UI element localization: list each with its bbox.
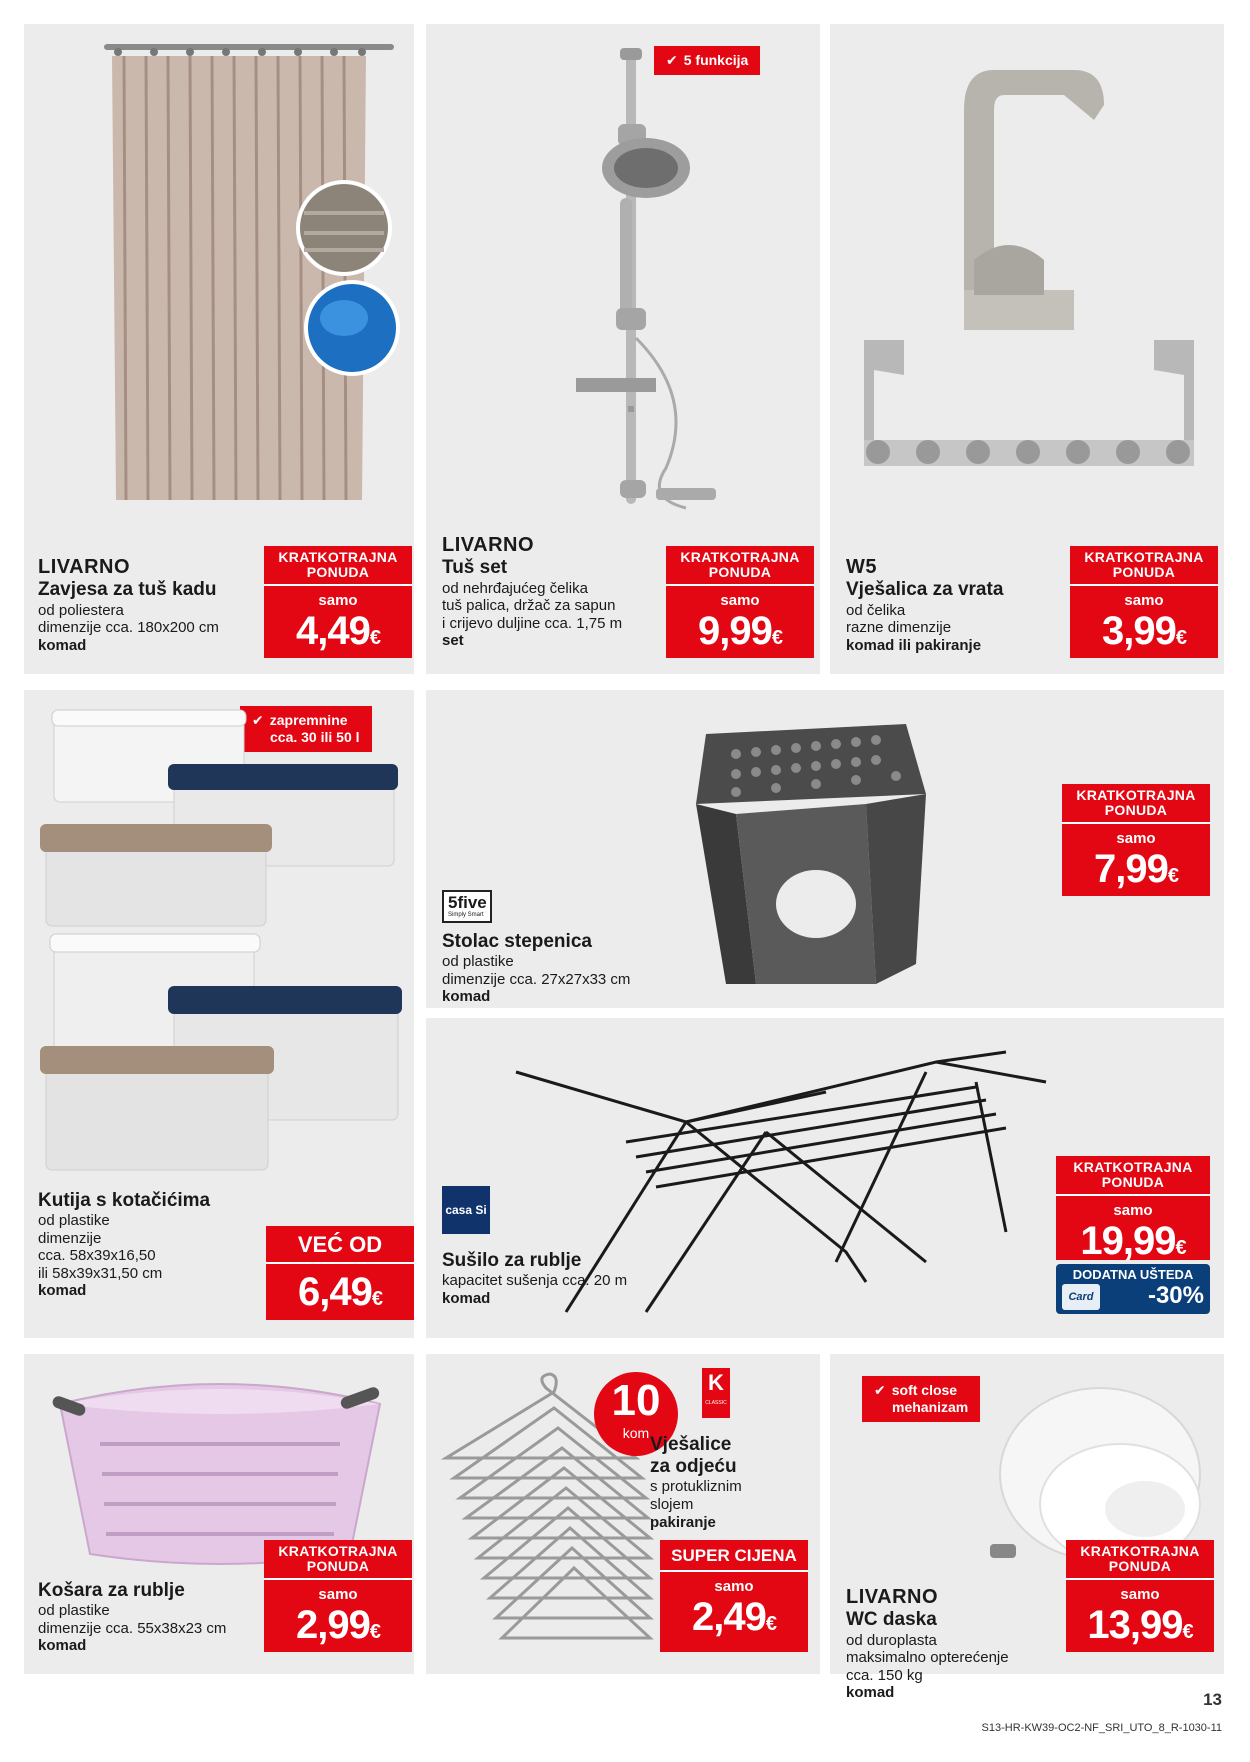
product-info xyxy=(38,556,219,654)
badge-line: PONUDA xyxy=(708,564,772,580)
product-card-door-hanger[interactable] xyxy=(830,24,1224,674)
badge-line: PONUDA xyxy=(306,1558,370,1574)
feature-line: cca. 30 ili 50 l xyxy=(270,729,360,745)
card-discount-badge xyxy=(1056,1264,1210,1314)
price-tag xyxy=(1056,1156,1210,1263)
product-name: Zavjesa za tuš kadu xyxy=(38,579,217,601)
shower-set-image xyxy=(516,38,746,538)
discount-title: DODATNA UŠTEDA xyxy=(1072,1267,1194,1282)
price-tag xyxy=(264,546,412,658)
product-card-drying-rack[interactable] xyxy=(426,1018,1224,1338)
brand-name: LIVARNO xyxy=(846,1586,939,1608)
badge-line: KRATKOTRAJNA xyxy=(278,549,398,565)
product-name: WC daska xyxy=(846,1609,937,1631)
price-value: 4,49€ xyxy=(296,609,380,653)
product-unit: komad xyxy=(442,1289,491,1307)
product-info xyxy=(846,556,1003,654)
price-value: 6,49€ xyxy=(298,1270,382,1314)
product-desc: od plastike xyxy=(442,953,514,971)
brand-name: W5 xyxy=(846,556,877,578)
brand-name: LIVARNO xyxy=(442,534,535,556)
price-tag xyxy=(264,1540,412,1652)
price-tag xyxy=(666,546,814,658)
product-desc: dimenzije xyxy=(38,1229,102,1247)
badge-line: SUPER CIJENA xyxy=(660,1540,808,1572)
product-desc: od plastike xyxy=(38,1602,110,1620)
product-info xyxy=(442,534,622,650)
price-label: samo xyxy=(1116,830,1156,847)
price-label: samo xyxy=(318,592,358,609)
price-label: samo xyxy=(720,592,760,609)
product-unit: komad xyxy=(442,988,491,1006)
badge-line: KRATKOTRAJNA xyxy=(1076,787,1196,803)
feature-badge: ✔ zapremnine cca. 30 ili 50 l xyxy=(240,706,372,752)
badge-line: PONUDA xyxy=(1108,1558,1172,1574)
product-desc: tuš palica, držač za sapun xyxy=(442,597,616,615)
price-label: samo xyxy=(1124,592,1164,609)
badge-line: VEĆ OD xyxy=(266,1226,414,1264)
product-desc: od duroplasta xyxy=(846,1631,937,1649)
product-desc: s protukliznim xyxy=(650,1478,742,1496)
product-name: Vješalica za vrata xyxy=(846,579,1004,601)
price-tag xyxy=(1062,784,1210,896)
badge-line: PONUDA xyxy=(1112,564,1176,580)
product-desc: cca. 58x39x16,50 xyxy=(38,1247,156,1265)
price-tag xyxy=(1070,546,1218,658)
product-card-shower-curtain[interactable] xyxy=(24,24,414,674)
price-label: samo xyxy=(714,1578,754,1595)
badge-line: KRATKOTRAJNA xyxy=(278,1543,398,1559)
product-desc: dimenzije cca. 180x200 cm xyxy=(38,619,219,637)
shower-curtain-image xyxy=(94,38,394,508)
feature-badge: ✔ 5 funkcija xyxy=(654,46,760,75)
product-unit: komad ili pakiranje xyxy=(846,636,982,654)
price-value: 9,99€ xyxy=(698,609,782,653)
loyalty-card-icon: Card xyxy=(1062,1284,1100,1310)
product-card-clothes-hangers[interactable] xyxy=(426,1354,820,1674)
brand-logo: 5five Simply Smart xyxy=(442,890,492,923)
product-unit: pakiranje xyxy=(650,1513,716,1531)
product-desc: maksimalno opterećenje xyxy=(846,1649,1009,1667)
price-tag xyxy=(1066,1540,1214,1652)
product-desc: dimenzije cca. 27x27x33 cm xyxy=(442,970,631,988)
check-icon: ✔ xyxy=(666,52,678,68)
badge-line: PONUDA xyxy=(306,564,370,580)
product-name: za odjeću xyxy=(650,1456,737,1478)
check-icon: ✔ xyxy=(874,1382,886,1398)
feature-line: mehanizam xyxy=(892,1399,969,1415)
product-info xyxy=(38,1580,226,1655)
product-desc: cca. 150 kg xyxy=(846,1666,923,1684)
product-name: Tuš set xyxy=(442,557,508,579)
product-desc: od plastike xyxy=(38,1212,110,1230)
product-desc: slojem xyxy=(650,1495,694,1513)
price-value: 19,99€ xyxy=(1080,1219,1186,1263)
badge-line: PONUDA xyxy=(1104,802,1168,818)
discount-value: -30% xyxy=(1147,1282,1204,1309)
product-desc: dimenzije cca. 55x38x23 cm xyxy=(38,1619,227,1637)
product-desc: ili 58x39x31,50 cm xyxy=(38,1264,163,1282)
step-stool-image xyxy=(666,704,966,1004)
price-tag xyxy=(266,1226,414,1320)
product-info xyxy=(442,890,630,1006)
product-info xyxy=(442,1186,627,1307)
product-info xyxy=(650,1434,742,1531)
product-card-laundry-basket[interactable] xyxy=(24,1354,414,1674)
store-logo: K CLASSIC xyxy=(702,1368,730,1418)
product-info xyxy=(846,1586,1009,1702)
product-unit: komad xyxy=(38,1282,87,1300)
price-label: samo xyxy=(318,1586,358,1603)
price-label: samo xyxy=(1120,1586,1160,1603)
product-desc: od čelika xyxy=(846,601,906,619)
product-desc: od nehrđajućeg čelika xyxy=(442,579,588,597)
brand-logo: casa Si xyxy=(442,1186,490,1234)
price-value: 2,99€ xyxy=(296,1603,380,1647)
footer-code: S13-HR-KW39-OC2-NF_SRI_UTO_8_R-1030-11 xyxy=(981,1722,1222,1734)
feature-badge: ✔ soft close mehanizam xyxy=(862,1376,980,1422)
product-unit: komad xyxy=(38,636,87,654)
badge-line: PONUDA xyxy=(1101,1174,1165,1190)
price-value: 3,99€ xyxy=(1102,609,1186,653)
product-desc: razne dimenzije xyxy=(846,619,952,637)
product-unit: komad xyxy=(38,1637,87,1655)
page-number: 13 xyxy=(1203,1690,1222,1709)
brand-name: LIVARNO xyxy=(38,556,131,578)
product-card-shower-set[interactable] xyxy=(426,24,820,674)
product-card-step-stool[interactable] xyxy=(426,690,1224,1008)
price-label: samo xyxy=(1113,1202,1153,1219)
badge-line: KRATKOTRAJNA xyxy=(1084,549,1204,565)
badge-line: KRATKOTRAJNA xyxy=(1080,1543,1200,1559)
check-icon: ✔ xyxy=(252,712,264,728)
product-name: Stolac stepenica xyxy=(442,931,592,952)
product-name: Vješalice xyxy=(650,1434,732,1455)
product-info xyxy=(38,1190,210,1300)
product-unit: set xyxy=(442,632,464,650)
price-value: 7,99€ xyxy=(1094,847,1178,891)
product-name: Sušilo za rublje xyxy=(442,1250,582,1271)
product-card-toilet-seat[interactable] xyxy=(830,1354,1224,1702)
price-value: 13,99€ xyxy=(1087,1603,1193,1647)
badge-line: KRATKOTRAJNA xyxy=(1073,1159,1193,1175)
product-name: Kutija s kotačićima xyxy=(38,1190,211,1211)
product-desc: i crijevo duljine cca. 1,75 m xyxy=(442,614,623,632)
storage-box-image xyxy=(34,704,404,1174)
product-name: Košara za rublje xyxy=(38,1580,185,1601)
product-card-storage-box[interactable] xyxy=(24,690,414,1338)
product-unit: komad xyxy=(846,1684,895,1702)
product-desc: kapacitet sušenja cca. 20 m xyxy=(442,1272,628,1290)
price-value: 2,49€ xyxy=(692,1595,776,1639)
quantity-badge: 10 kom xyxy=(594,1372,678,1456)
door-hanger-image xyxy=(844,50,1214,530)
badge-line: KRATKOTRAJNA xyxy=(680,549,800,565)
price-tag xyxy=(660,1540,808,1652)
product-desc: od poliestera xyxy=(38,601,124,619)
